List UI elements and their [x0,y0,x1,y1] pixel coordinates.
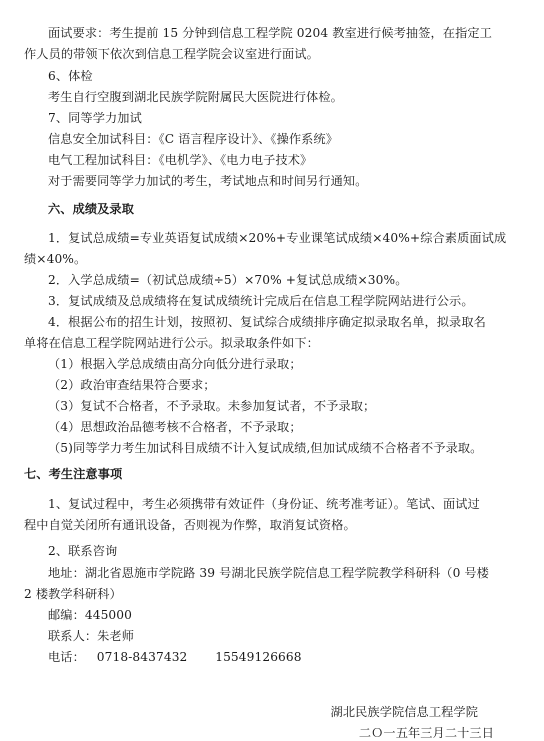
section-6-p2: 2．入学总成绩=（初试总成绩÷5）×70% +复试总成绩×30%。 [48,273,408,287]
section-6-p4-line-2: 单将在信息工程学院网站进行公示。拟录取条件如下： [24,336,319,350]
signature-date: 二Ｏ一五年三月二十三日 [358,726,494,740]
contact-title: 2、联系咨询 [48,544,118,558]
admission-condition-3: （3）复试不合格者，不予录取。未参加复试者，不予录取； [48,399,376,413]
signature-org: 湖北民族学院信息工程学院 [330,705,478,719]
section-7-p1-line-1: 1、复试过程中，考生必须携带有效证件（身份证、统考准考证）。笔试、面试过 [48,497,480,511]
admission-condition-2: （2）政治审查结果符合要求； [48,378,216,392]
address-line-2: 2 楼教学科研科） [24,587,122,601]
admission-condition-5: （5)同等学力考生加试科目成绩不计入复试成绩,但加试成绩不合格者不予录取。 [48,441,483,455]
admission-condition-1: （1）根据入学总成绩由高分向低分进行录取； [48,357,302,371]
admission-condition-4: （4）思想政治品德考核不合格者，不予录取； [48,420,302,434]
extra-exam-electrical: 电气工程加试科目：《电机学》、《电力电子技术》 [48,153,313,167]
section-7-p1-line-2: 程中自觉关闭所有通讯设备，否则视为作弊，取消复试资格。 [24,518,356,532]
contact-person: 联系人：朱老师 [48,629,135,643]
physical-title: 6、体检 [48,69,93,83]
address-line-1: 地址：湖北省恩施市学院路 39 号湖北民族学院信息工程学院教学科研科（0 号楼 [48,566,489,580]
extra-exam-notice: 对于需要同等学力加试的考生，考试地点和时间另行通知。 [48,174,368,188]
section-6-p1-line-1: 1．复试总成绩=专业英语复试成绩×20%+专业课笔试成绩×40%+综合素质面试成 [48,231,507,245]
phone: 电话： 0718-8437432 15549126668 [48,650,302,664]
interview-line-1: 面试要求：考生提前 15 分钟到信息工程学院 0204 教室进行候考抽签，在指定工 [48,26,492,40]
extra-exam-info-security: 信息安全加试科目：《C 语言程序设计》、《操作系统》 [48,132,338,146]
section-6-heading: 六、成绩及录取 [48,202,135,216]
section-7-heading: 七、考生注意事项 [24,467,123,481]
section-6-p1-line-2: 绩×40%。 [24,252,87,266]
interview-line-2: 作人员的带领下依次到信息工程学院会议室进行面试。 [24,47,319,61]
extra-exam-title: 7、同等学力加试 [48,111,142,125]
section-6-p3: 3．复试成绩及总成绩将在复试成绩统计完成后在信息工程学院网站进行公示。 [48,294,474,308]
physical-text: 考生自行空腹到湖北民族学院附属民大医院进行体检。 [48,90,343,104]
section-6-p4-line-1: 4．根据公布的招生计划，按照初、复试综合成绩排序确定拟录取名单，拟录取名 [48,315,486,329]
postcode: 邮编：445000 [48,608,132,622]
